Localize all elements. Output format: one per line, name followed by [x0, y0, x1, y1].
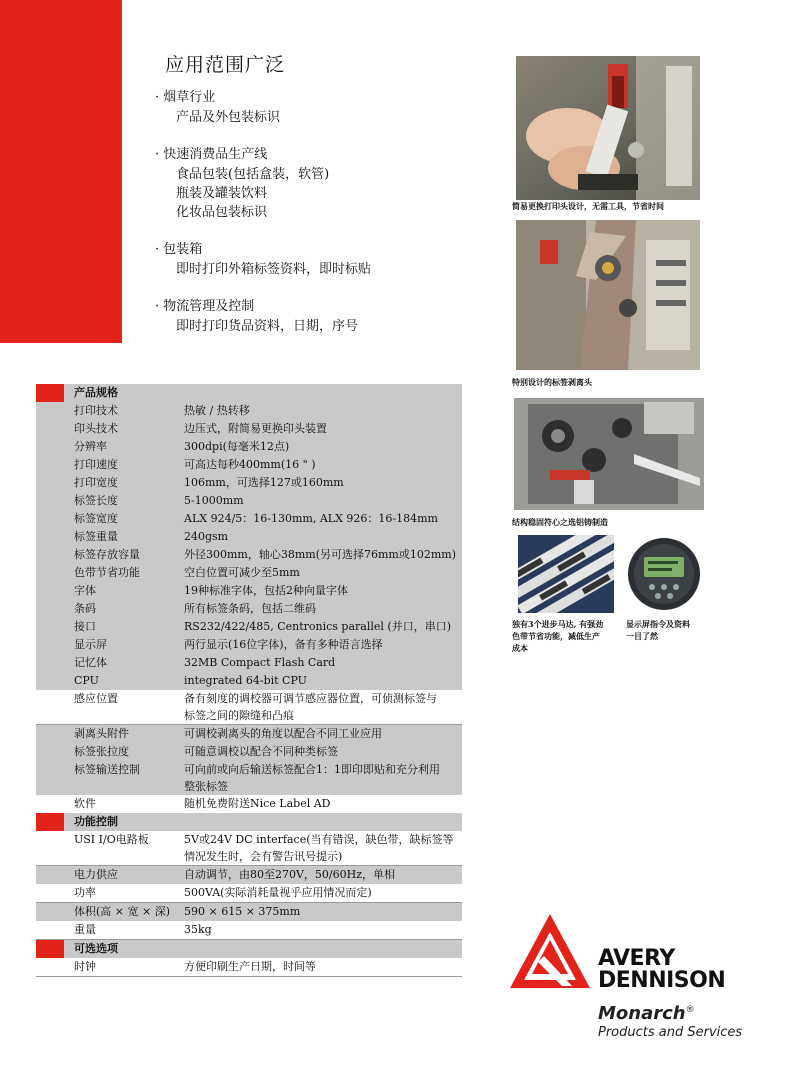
- app-group: [155, 145, 495, 222]
- spec-label: 电力供应: [64, 866, 184, 885]
- spec-value: 590 × 615 × 375mm: [184, 903, 462, 922]
- spec-label: 条码: [64, 600, 184, 618]
- app-group-heading: · 快速消费品生产线: [155, 147, 268, 162]
- spec-value: RS232/422/485, Centronics parallel (并口，串口): [184, 618, 462, 636]
- spec-label: 标签存放容量: [64, 546, 184, 564]
- spec-label: 接口: [64, 618, 184, 636]
- spec-row: [36, 492, 462, 510]
- spec-value: 空白位置可减少至5mm: [184, 564, 462, 582]
- app-item: 食品包装(包括盒装，软管): [176, 167, 330, 182]
- photo-display-panel: [626, 535, 702, 613]
- spec-label: 色带节省功能: [64, 564, 184, 582]
- spec-row: [36, 866, 462, 885]
- spec-value: 300dpi(每毫米12点): [184, 438, 462, 456]
- app-item: 即时打印外箱标签资料，即时标贴: [176, 262, 372, 277]
- app-group-heading: · 物流管理及控制: [155, 299, 255, 314]
- spec-row: [36, 618, 462, 636]
- spec-value: 边压式，附简易更换印头装置: [184, 420, 462, 438]
- spec-value: 35kg: [184, 921, 462, 940]
- caption-printhead: 简易更换打印头设计，无需工具，节省时间: [512, 201, 664, 211]
- spec-row: [36, 884, 462, 903]
- spec-value: ALX 924/5：16-130mm, ALX 926：16-184mm: [184, 510, 462, 528]
- spec-label: 记忆体: [64, 654, 184, 672]
- spec-label: 剥离头附件: [64, 725, 184, 744]
- spec-row: [36, 474, 462, 492]
- spec-value: 外径300mm，轴心38mm(另可选择76mm或102mm): [184, 546, 462, 564]
- spec-value: 500VA(实际消耗量视乎应用情况而定): [184, 884, 462, 903]
- spec-table: [36, 384, 462, 977]
- spec-row: [36, 958, 462, 977]
- spec-row: [36, 546, 462, 564]
- spec-value: 240gsm: [184, 528, 462, 546]
- spec-row: [36, 743, 462, 761]
- spec-label: 标签长度: [64, 492, 184, 510]
- red-accent-bar: [0, 0, 122, 343]
- spec-label: 打印速度: [64, 456, 184, 474]
- spec-value: 可向前或向后输送标签配合1：1即印即贴和充分利用 整张标签: [184, 761, 462, 795]
- spec-value: 方便印刷生产日期，时间等: [184, 958, 462, 977]
- spec-label: 显示屏: [64, 636, 184, 654]
- spec-value: 5-1000mm: [184, 492, 462, 510]
- section-title: 产品规格: [64, 384, 184, 402]
- app-item: 化妆品包装标识: [176, 205, 268, 220]
- app-group: [155, 88, 495, 127]
- brand-tagline: Products and Services: [598, 1025, 743, 1040]
- triangle-logo-icon: [510, 914, 590, 988]
- spec-label: 软件: [64, 795, 184, 813]
- spec-value: 可高达每秒400mm(16 " ): [184, 456, 462, 474]
- app-group: [155, 297, 495, 336]
- section-title: 可选选项: [64, 940, 184, 959]
- spec-value: integrated 64-bit CPU: [184, 672, 462, 690]
- spec-label: 时钟: [64, 958, 184, 977]
- spec-value: 106mm，可选择127或160mm: [184, 474, 462, 492]
- spec-label: 标签输送控制: [64, 761, 184, 795]
- app-group: [155, 240, 495, 279]
- section-title: 功能控制: [64, 813, 184, 831]
- spec-row: [36, 761, 462, 795]
- spec-value: 可调校剥离头的角度以配合不同工业应用: [184, 725, 462, 744]
- caption-peel-head: 特别设计的标签剥离头: [512, 377, 592, 387]
- caption-display: 显示屏指令及资料 一目了然: [626, 619, 690, 641]
- page-title: 应用范围广泛: [165, 54, 286, 76]
- spec-label: 体积(高 × 宽 × 深): [64, 903, 184, 922]
- spec-row: [36, 528, 462, 546]
- spec-label: 功率: [64, 884, 184, 903]
- spec-row: [36, 420, 462, 438]
- app-group-heading: · 烟草行业: [155, 90, 216, 105]
- spec-label: USI I/O电路板: [64, 831, 184, 866]
- photo-printhead-change: [516, 56, 700, 200]
- spec-row: [36, 456, 462, 474]
- spec-row: [36, 438, 462, 456]
- spec-value: 19种标准字体，包括2种向量字体: [184, 582, 462, 600]
- spec-value: 所有标签条码，包括二维码: [184, 600, 462, 618]
- caption-die-cast: 结构稳固符心之选铝铸制造: [512, 517, 608, 527]
- spec-row: [36, 831, 462, 866]
- section-header-options: [36, 940, 462, 959]
- spec-row: [36, 600, 462, 618]
- spec-value: 热敏 / 热转移: [184, 402, 462, 420]
- spec-value: 随机免费附送Nice Label AD: [184, 795, 462, 813]
- spec-label: 印头技术: [64, 420, 184, 438]
- spec-row: [36, 921, 462, 940]
- section-header-specs: [36, 384, 462, 402]
- app-group-heading: · 包装箱: [155, 242, 203, 257]
- spec-value: 备有刻度的调校器可调节感应器位置，可侦测标签与 标签之间的隙缝和凸痕: [184, 690, 462, 725]
- spec-label: CPU: [64, 672, 184, 690]
- spec-value: 可随意调校以配合不同种类标签: [184, 743, 462, 761]
- spec-label: 打印技术: [64, 402, 184, 420]
- spec-value: 两行显示(16位字体)，备有多种语言选择: [184, 636, 462, 654]
- spec-row: [36, 402, 462, 420]
- spec-label: 标签张拉度: [64, 743, 184, 761]
- spec-value: 自动调节，由80至270V，50/60Hz，单相: [184, 866, 462, 885]
- spec-row: [36, 654, 462, 672]
- spec-label: 字体: [64, 582, 184, 600]
- spec-label: 打印宽度: [64, 474, 184, 492]
- spec-row: [36, 636, 462, 654]
- spec-label: 感应位置: [64, 690, 184, 725]
- brand-line-1: AVERY: [598, 946, 675, 971]
- spec-row: [36, 795, 462, 813]
- brand-line-2: DENNISON: [598, 968, 726, 993]
- spec-row: [36, 690, 462, 725]
- spec-row: [36, 903, 462, 922]
- spec-row: [36, 564, 462, 582]
- spec-label: 标签重量: [64, 528, 184, 546]
- spec-label: 标签宽度: [64, 510, 184, 528]
- spec-row: [36, 510, 462, 528]
- photo-die-cast-frame: [514, 398, 704, 510]
- spec-label: 分辨率: [64, 438, 184, 456]
- photo-peel-head: [516, 220, 700, 370]
- section-header-controls: [36, 813, 462, 831]
- photo-ribbon-saver: [518, 535, 614, 613]
- spec-value: 5V或24V DC interface(当有错误，缺色带，缺标签等 情况发生时，会有警告讯号提示): [184, 831, 462, 866]
- app-item: 即时打印货品资料，日期，序号: [176, 319, 359, 334]
- product-brand: Monarch®: [598, 1003, 695, 1024]
- app-item: 产品及外包装标识: [176, 110, 281, 125]
- spec-label: 重量: [64, 921, 184, 940]
- app-item: 瓶装及罐装饮料: [176, 186, 268, 201]
- spec-row: [36, 582, 462, 600]
- applications-list: [155, 88, 495, 354]
- spec-row: [36, 672, 462, 690]
- caption-ribbon-saver: 独有3个进步马达, 有强劲 色带节省功能，减低生产 成本: [512, 619, 604, 653]
- spec-value: 32MB Compact Flash Card: [184, 654, 462, 672]
- spec-row: [36, 725, 462, 744]
